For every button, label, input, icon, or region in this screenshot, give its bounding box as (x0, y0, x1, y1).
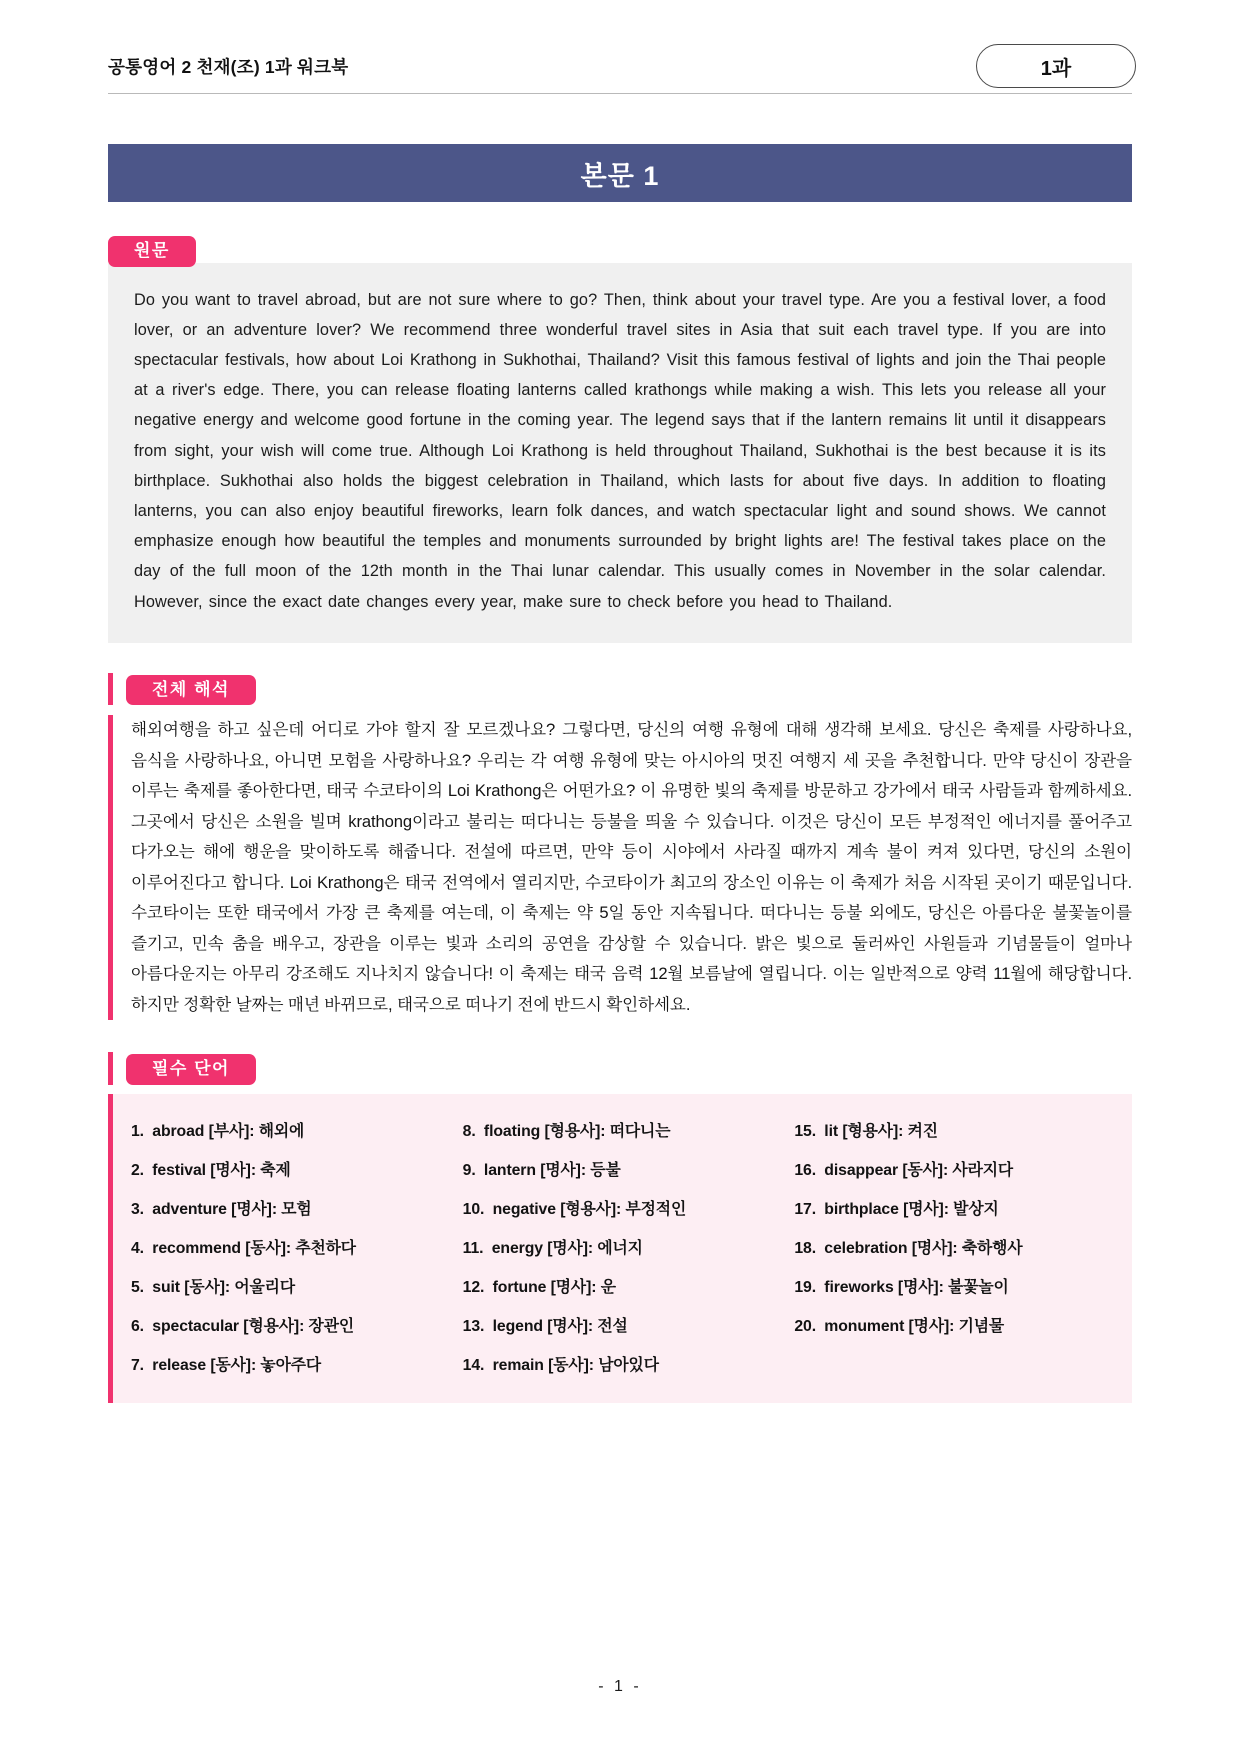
vocabulary-entry-pos: [동사]: (548, 1356, 594, 1374)
translation-text: 해외여행을 하고 싶은데 어디로 가야 할지 잘 모르겠나요? 그렇다면, 당신의 여행 유형에 대해 생각해 보세요. 당신은 축제를 사랑하나요, 음식을 사랑하나요, 아니면 모험을 사랑하나요? 우리는 각 여행 유형에 맞는 아시아의 멋진 여행지 세 곳을 추천합니다. 만약 당신이 장관을 이루는 축제를 좋아한다면, 태국 수코타이의 Loi Krathong은 어떤가요? 이 유명한 빛의 축제를 방문하고 강가에서 태국 사람들과 함께하세요. 그곳에서 당신은 소원을 빌며 krathong이라고 불리는 떠다니는 등불을 띄울 수 있습니다. 이것은 당신이 모든 부정적인 에너지를 풀어주고 다가오는 해에 행운을 맞이하도록 해줍니다. 전설에 따르면, 만약 등이 시야에서 사라질 때까지 계속 불이 켜져 있다면, 당신의 소원이 이루어진다고 합니다. Loi Krathong은 태국 전역에서 열리지만, 수코타이가 최고의 장소인 이유는 이 축제가 처음 시작된 곳이기 때문입니다. 수코타이는 또한 태국에서 가장 큰 축제를 여는데, 이 축제는 약 5일 동안 지속됩니다. 떠다니는 등불 외에도, 당신은 아름다운 불꽃놀이를 즐기고, 민속 춤을 배우고, 장관을 이루는 빛과 소리의 공연을 감상할 수 있습니다. 밝은 빛으로 둘러싸인 사원들과 기념물들이 얼마나 아름다운지는 아무리 강조해도 지나치지 않습니다! 이 축제는 태국 음력 12월 보름날에 열립니다. 이는 일반적으로 양력 11월에 해당합니다. 하지만 정확한 날짜는 매년 바뀌므로, 태국으로 떠나기 전에 반드시 확인하세요. (131, 720, 1132, 1014)
vocabulary-entry-pos: [명사]: (897, 1278, 944, 1296)
page-content (108, 94, 1132, 1403)
vocabulary-entry (794, 1112, 1118, 1151)
page-header (108, 0, 1132, 94)
vocabulary-entry-pos: [명사]: (547, 1317, 594, 1335)
vocabulary-grid (113, 1094, 1132, 1403)
vocabulary-entry-number: 18. (794, 1239, 816, 1257)
vocabulary-entry-word: legend (488, 1317, 548, 1335)
original-section (108, 236, 1132, 643)
vocabulary-entry-number: 1. (131, 1122, 144, 1140)
vocabulary-tag: 필수 단어 (126, 1054, 256, 1085)
vocabulary-entry-number: 4. (131, 1239, 144, 1257)
translation-body (108, 715, 1132, 1020)
vocabulary-entry-word: monument (820, 1317, 909, 1335)
vocabulary-entry (131, 1229, 455, 1268)
vocabulary-entry-word: fortune (488, 1278, 551, 1296)
vocabulary-entry-word: fireworks (820, 1278, 898, 1296)
vocabulary-entry-meaning: 해외에 (254, 1122, 305, 1140)
vocabulary-entry-word: energy (487, 1239, 548, 1257)
vocabulary-entry-number: 14. (462, 1356, 485, 1374)
vocabulary-entry-pos: [동사]: (184, 1278, 231, 1296)
vocabulary-entry-number: 12. (462, 1278, 485, 1296)
vocabulary-entry-meaning: 떠다니는 (605, 1122, 671, 1140)
vocabulary-entry-pos: [동사]: (902, 1161, 949, 1179)
vocabulary-entry-word: lit (820, 1122, 843, 1140)
vocabulary-entry (463, 1112, 787, 1151)
vocabulary-entry-pos: [명사]: (540, 1161, 586, 1179)
vocabulary-entry-empty (794, 1346, 1118, 1385)
original-passage-box (108, 263, 1132, 643)
vocabulary-entry (794, 1190, 1118, 1229)
vocabulary-entry-meaning: 불꽃놀이 (943, 1278, 1009, 1296)
vocabulary-entry-meaning: 등불 (586, 1161, 621, 1179)
vocabulary-entry-number: 7. (131, 1356, 144, 1374)
vocabulary-entry-number: 8. (462, 1122, 476, 1140)
vocabulary-entry-meaning: 모험 (276, 1200, 312, 1218)
vocabulary-entry-word: release (147, 1356, 211, 1374)
vocabulary-entry-word: spectacular (147, 1317, 244, 1335)
vocabulary-entry-word: remain (488, 1356, 549, 1374)
vocabulary-entry-number: 9. (462, 1161, 476, 1179)
vocabulary-entry-pos: [부사]: (208, 1122, 255, 1140)
vocabulary-entry-word: suit (147, 1278, 185, 1296)
vocabulary-entry-number: 3. (131, 1200, 144, 1218)
vocabulary-entry-word: adventure (147, 1200, 232, 1218)
vocabulary-section (108, 1052, 1132, 1403)
vocabulary-entry-meaning: 축하행사 (957, 1239, 1023, 1257)
vocabulary-entry (131, 1190, 455, 1229)
translation-tag-row (108, 673, 1132, 706)
vocabulary-entry (794, 1307, 1118, 1346)
vocabulary-entry-meaning: 기념물 (954, 1317, 1005, 1335)
original-passage-text: Do you want to travel abroad, but are not sure where to go? Then, think about your travel type. Are you a festival lover, a food lover, or an adventure lover? We recommend three wonderful travel sites in Asia that suit each travel type. If you are into spectacular festivals, how about Loi Krathong in Sukhothai, Thailand? Visit this famous festival of lights and join the Thai people at a river's edge. There, you can release floating lanterns called krathongs while making a wish. This lets you release all your negative energy and welcome good fortune in the coming year. The legend says that if the lantern remains lit until it disappears from sight, your wish will come true. Although Loi Krathong is held throughout Thailand, Sukhothai is the best because it is its birthplace. Sukhothai also holds the biggest celebration in Thailand, which lasts for about five days. In addition to floating lanterns, you can also enjoy beautiful fireworks, learn folk dances, and watch spectacular light and sound shows. We cannot emphasize enough how beautiful the temples and monuments surrounded by bright lights are! The festival takes place on the day of the full moon of the 12th month in the Thai lunar calendar. This usually comes in November in the solar calendar. However, since the exact date changes every year, make sure to check before you head to Thailand. (134, 290, 1106, 611)
vocabulary-entry (131, 1151, 455, 1190)
vocabulary-entry-number: 17. (794, 1200, 816, 1218)
vocabulary-tag-row (108, 1052, 1132, 1085)
vocabulary-entry-meaning: 전설 (593, 1317, 628, 1335)
vocabulary-entry-pos: [명사]: (547, 1239, 594, 1257)
vocabulary-entry (463, 1229, 787, 1268)
vocabulary-entry-pos: [형용사]: (560, 1200, 622, 1218)
vocabulary-entry-number: 6. (131, 1317, 144, 1335)
vocabulary-entry-meaning: 발상지 (948, 1200, 999, 1218)
vocabulary-entry-meaning: 남아있다 (593, 1356, 659, 1374)
vocabulary-entry-meaning: 어울리다 (230, 1278, 295, 1296)
vocabulary-entry-number: 5. (131, 1278, 144, 1296)
vocabulary-entry-word: negative (488, 1200, 561, 1218)
vocabulary-entry-number: 19. (794, 1278, 816, 1296)
vocabulary-entry-meaning: 사라지다 (948, 1161, 1014, 1179)
vocabulary-entry (463, 1151, 787, 1190)
vocabulary-entry-word: disappear (820, 1161, 903, 1179)
vocabulary-entry-pos: [동사]: (245, 1239, 292, 1257)
vocabulary-entry-pos: [형용사]: (842, 1122, 904, 1140)
vocabulary-entry-meaning: 에너지 (593, 1239, 643, 1257)
vocabulary-entry-number: 2. (131, 1161, 144, 1179)
vocabulary-entry (131, 1307, 455, 1346)
vocabulary-entry-pos: [명사]: (911, 1239, 958, 1257)
vocabulary-entry (463, 1190, 787, 1229)
vocabulary-entry-pos: [명사]: (903, 1200, 949, 1218)
vocabulary-entry (463, 1346, 787, 1385)
vocabulary-entry-word: recommend (147, 1239, 246, 1257)
vocabulary-entry-pos: [동사]: (210, 1356, 257, 1374)
vocabulary-body (108, 1094, 1132, 1403)
vocabulary-entry-number: 13. (462, 1317, 485, 1335)
vocabulary-entry-number: 15. (794, 1122, 816, 1140)
header-title: 공통영어 2 천재(조) 1과 워크북 (108, 57, 349, 77)
translation-tag: 전체 해석 (126, 675, 256, 706)
vocabulary-entry-meaning: 추천하다 (291, 1239, 356, 1257)
vocabulary-entry-meaning: 장관인 (304, 1317, 355, 1335)
vocabulary-entry (794, 1151, 1118, 1190)
vocabulary-entry-meaning: 부정적인 (621, 1200, 687, 1218)
vocabulary-entry-pos: [명사]: (231, 1200, 277, 1218)
section-banner-title: 본문 1 (108, 144, 1132, 202)
vocabulary-entry-word: lantern (479, 1161, 541, 1179)
vocabulary-entry-meaning: 운 (596, 1278, 616, 1296)
vocabulary-entry (794, 1229, 1118, 1268)
original-tag: 원문 (108, 236, 196, 267)
vocabulary-entry (131, 1268, 455, 1307)
vocabulary-entry-pos: [명사]: (210, 1161, 257, 1179)
vocabulary-entry-word: birthplace (820, 1200, 904, 1218)
vocabulary-entry-word: festival (147, 1161, 211, 1179)
vocabulary-entry-meaning: 놓아주다 (256, 1356, 322, 1374)
vocabulary-entry-number: 11. (462, 1239, 484, 1257)
vocabulary-entry (463, 1268, 787, 1307)
vocabulary-entry-pos: [형용사]: (243, 1317, 305, 1335)
vocabulary-entry-number: 20. (794, 1317, 816, 1335)
vocabulary-entry-word: celebration (820, 1239, 912, 1257)
vocabulary-entry-meaning: 켜진 (903, 1122, 938, 1140)
vocabulary-entry (131, 1346, 455, 1385)
vocabulary-entry (463, 1307, 787, 1346)
vocabulary-entry-meaning: 축제 (256, 1161, 291, 1179)
translation-section (108, 673, 1132, 1021)
page-footer: - 1 - (598, 1678, 642, 1695)
lesson-badge: 1과 (976, 44, 1136, 88)
vocabulary-entry-pos: [형용사]: (544, 1122, 606, 1140)
vocabulary-entry-word: abroad (147, 1122, 209, 1140)
vocabulary-entry-pos: [명사]: (550, 1278, 597, 1296)
vocabulary-entry-number: 16. (794, 1161, 816, 1179)
vocabulary-entry (794, 1268, 1118, 1307)
vocabulary-entry-number: 10. (462, 1200, 485, 1218)
vocabulary-entry (131, 1112, 455, 1151)
vocabulary-entry-word: floating (479, 1122, 545, 1140)
vocabulary-entry-pos: [명사]: (908, 1317, 955, 1335)
